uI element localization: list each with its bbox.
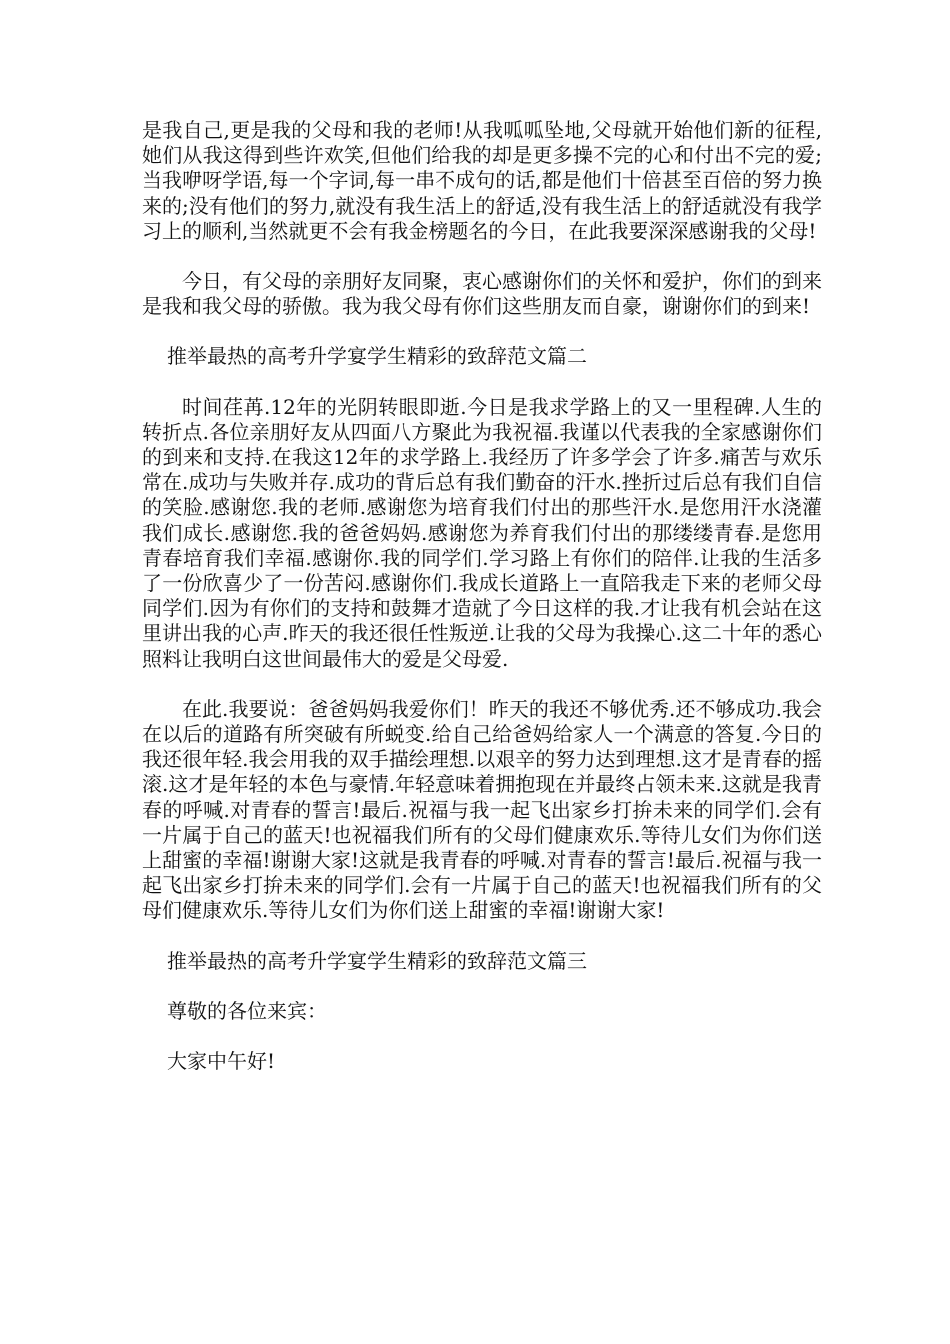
section-heading-3: 推举最热的高考升学宴学生精彩的致辞范文篇三 [167, 948, 587, 973]
paragraph-speech-2-closing: 在此.我要说：爸爸妈妈我爱你们！昨天的我还不够优秀.还不够成功.我会在以后的道路有所突破有所蜕变.给自己给爸妈给家人一个满意的答复.今日的我还很年轻.我会用我的双手描绘理想.以艰辛的努力达到理想.这才是青春的摇滚.这才是年轻的本色与豪情.年轻意味着拥抱现在并最终占领未来.这就是我青春的呼喊.对青春的誓言!最后.祝福与我一起飞出家乡打拚未来的同学们.会有一片属于自己的蓝天!也祝福我们所有的父母们健康欢乐.等待儿女们为你们送上甜蜜的幸福!谢谢大家!这就是我青春的呼喊.对青春的誓言!最后.祝福与我一起飞出家乡打拚未来的同学们.会有一片属于自己的蓝天!也祝福我们所有的父母们健康欢乐.等待儿女们为你们送上甜蜜的幸福!谢谢大家! [142, 696, 822, 923]
paragraph-gratitude-parents: 是我自己,更是我的父母和我的老师!从我呱呱坠地,父母就开始他们新的征程,她们从我这得到些许欢笑,但他们给我的却是更多操不完的心和付出不完的爱;当我咿呀学语,每一个字词,每一串不成句的话,都是他们十倍甚至百倍的努力换来的;没有他们的努力,就没有我生活上的舒适,没有我生活上的舒适就没有我学习上的顺利,当然就更不会有我金榜题名的今日，在此我要深深感谢我的父母! [142, 118, 822, 243]
salutation: 尊敬的各位来宾： [167, 998, 327, 1023]
paragraph-speech-2-body: 时间荏苒.12年的光阴转眼即逝.今日是我求学路上的又一里程碑.人生的转折点.各位亲朋好友从四面八方聚此为我祝福.我谨以代表我的全家感谢你们的到来和支持.在我这12年的求学路上.我经历了许多学会了许多.痛苦与欢乐常在.成功与失败并存.成功的背后总有我们勤奋的汗水.挫折过后总有我们自信的笑脸.感谢您.我的老师.感谢您为培育我们付出的那些汗水.是您用汗水浇灌我们成长.感谢您.我的爸爸妈妈.感谢您为养育我们付出的那缕缕青春.是您用青春培育我们幸福.感谢你.我的同学们.学习路上有你们的陪伴.让我的生活多了一份欣喜少了一份苦闷.感谢你们.我成长道路上一直陪我走下来的老师父母同学们.因为有你们的支持和鼓舞才造就了今日这样的我.才让我有机会站在这里讲出我的心声.昨天的我还很任性叛逆.让我的父母为我操心.这二十年的悉心照料让我明白这世间最伟大的爱是父母爱. [142, 394, 822, 671]
paragraph-thanks-guests: 今日，有父母的亲朋好友同聚，衷心感谢你们的关怀和爱护，你们的到来是我和我父母的骄傲。我为我父母有你们这些朋友而自豪，谢谢你们的到来! [142, 269, 822, 319]
document-page [142, 118, 822, 1099]
greeting: 大家中午好! [167, 1049, 276, 1074]
section-heading-2: 推举最热的高考升学宴学生精彩的致辞范文篇二 [167, 344, 587, 369]
